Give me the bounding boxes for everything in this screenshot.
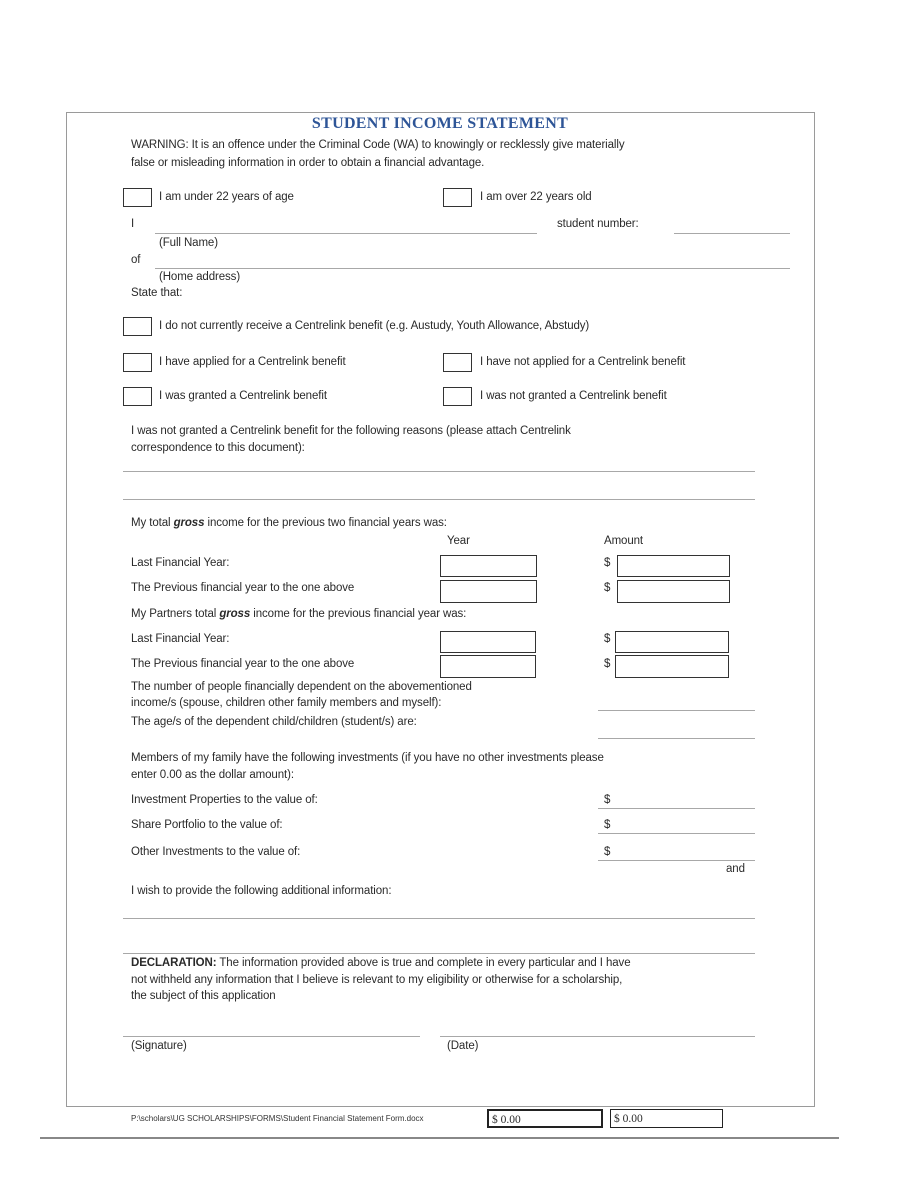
full-name-caption: (Full Name) <box>159 237 218 249</box>
reasons-line-1: I was not granted a Centrelink benefit for the following reasons (please attach Centrelink <box>131 425 571 437</box>
my-last-year-field[interactable] <box>440 555 537 577</box>
partner-last-amount-field[interactable] <box>615 631 729 653</box>
additional-info-field-2[interactable] <box>123 953 755 954</box>
dependents-count-field[interactable] <box>598 710 755 711</box>
partner-income-heading: My Partners total gross income for the previous financial year was: <box>131 608 467 620</box>
dependents-line-1: The number of people financially dependent on the abovementioned <box>131 681 472 693</box>
investments-intro-1: Members of my family have the following investments (if you have no other investments please <box>131 752 604 764</box>
granted-checkbox[interactable] <box>123 387 152 406</box>
year-header: Year <box>447 535 470 547</box>
applied-label: I have applied for a Centrelink benefit <box>159 356 346 368</box>
over-22-label: I am over 22 years old <box>480 191 592 203</box>
under-22-label: I am under 22 years of age <box>159 191 294 203</box>
additional-info-field-1[interactable] <box>123 918 755 919</box>
student-number-label: student number: <box>557 218 639 230</box>
dependent-ages-field[interactable] <box>598 738 755 739</box>
not-applied-label: I have not applied for a Centrelink benefit <box>480 356 686 368</box>
date-caption: (Date) <box>447 1040 479 1052</box>
reasons-line-2: correspondence to this document): <box>131 442 305 454</box>
reasons-field-2[interactable] <box>123 499 755 500</box>
page-bottom-rule <box>40 1137 839 1139</box>
additional-info-label: I wish to provide the following additional information: <box>131 885 392 897</box>
and-label: and <box>726 863 745 875</box>
declaration-line-1: DECLARATION: The information provided above is true and complete in every particular and I have <box>131 957 631 969</box>
home-address-caption: (Home address) <box>159 271 241 283</box>
no-benefit-checkbox[interactable] <box>123 317 152 336</box>
footer-file-path: P:\scholars\UG SCHOLARSHIPS\FORMS\Student Financial Statement Form.docx <box>131 1114 424 1123</box>
student-number-field[interactable] <box>674 233 790 234</box>
declaration-line-3: the subject of this application <box>131 990 276 1002</box>
applied-checkbox[interactable] <box>123 353 152 372</box>
signature-caption: (Signature) <box>131 1040 187 1052</box>
dollar-sign: $ <box>604 557 611 569</box>
footer-total-2[interactable]: $ 0.00 <box>610 1109 723 1128</box>
partner-previous-amount-field[interactable] <box>615 655 729 678</box>
other-investments-label: Other Investments to the value of: <box>131 846 301 858</box>
full-name-field[interactable] <box>155 233 537 234</box>
investment-properties-label: Investment Properties to the value of: <box>131 794 318 806</box>
not-applied-checkbox[interactable] <box>443 353 472 372</box>
no-benefit-label: I do not currently receive a Centrelink benefit (e.g. Austudy, Youth Allowance, Abstudy) <box>159 320 590 332</box>
footer-total-1[interactable]: $ 0.00 <box>487 1109 603 1128</box>
not-granted-label: I was not granted a Centrelink benefit <box>480 390 667 402</box>
home-address-field[interactable] <box>155 268 790 269</box>
form-title: STUDENT INCOME STATEMENT <box>311 115 569 132</box>
declaration-line-2: not withheld any information that I believe is relevant to my eligibility or otherwise for a scholarship, <box>131 974 623 986</box>
warning-line-2: false or misleading information in order to obtain a financial advantage. <box>131 157 485 169</box>
state-that-label: State that: <box>131 287 183 299</box>
my-previous-year-label: The Previous financial year to the one above <box>131 582 355 594</box>
dollar-sign: $ <box>604 819 611 831</box>
dollar-sign: $ <box>604 633 611 645</box>
partner-last-year-label: Last Financial Year: <box>131 633 230 645</box>
share-portfolio-label: Share Portfolio to the value of: <box>131 819 283 831</box>
share-portfolio-field[interactable] <box>598 833 755 834</box>
my-income-heading: My total gross income for the previous two financial years was: <box>131 517 447 529</box>
dollar-sign: $ <box>604 658 611 670</box>
my-previous-amount-field[interactable] <box>617 580 730 603</box>
not-granted-checkbox[interactable] <box>443 387 472 406</box>
under-22-checkbox[interactable] <box>123 188 152 207</box>
over-22-checkbox[interactable] <box>443 188 472 207</box>
my-previous-year-field[interactable] <box>440 580 537 603</box>
dollar-sign: $ <box>604 846 611 858</box>
i-label: I <box>131 218 135 230</box>
dependent-ages-label: The age/s of the dependent child/children (student/s) are: <box>131 716 417 728</box>
amount-header: Amount <box>604 535 644 547</box>
date-field[interactable] <box>440 1036 755 1037</box>
my-last-amount-field[interactable] <box>617 555 730 577</box>
investment-properties-field[interactable] <box>598 808 755 809</box>
of-label: of <box>131 254 141 266</box>
warning-line-1: WARNING: It is an offence under the Criminal Code (WA) to knowingly or recklessly give materially <box>131 139 625 151</box>
partner-last-year-field[interactable] <box>440 631 536 653</box>
reasons-field-1[interactable] <box>123 471 755 472</box>
dollar-sign: $ <box>604 582 611 594</box>
granted-label: I was granted a Centrelink benefit <box>159 390 327 402</box>
dollar-sign: $ <box>604 794 611 806</box>
signature-field[interactable] <box>123 1036 420 1037</box>
dependents-line-2: income/s (spouse, children other family members and myself): <box>131 697 442 709</box>
investments-intro-2: enter 0.00 as the dollar amount): <box>131 769 294 781</box>
partner-previous-year-field[interactable] <box>440 655 536 678</box>
my-last-year-label: Last Financial Year: <box>131 557 230 569</box>
partner-previous-year-label: The Previous financial year to the one above <box>131 658 355 670</box>
